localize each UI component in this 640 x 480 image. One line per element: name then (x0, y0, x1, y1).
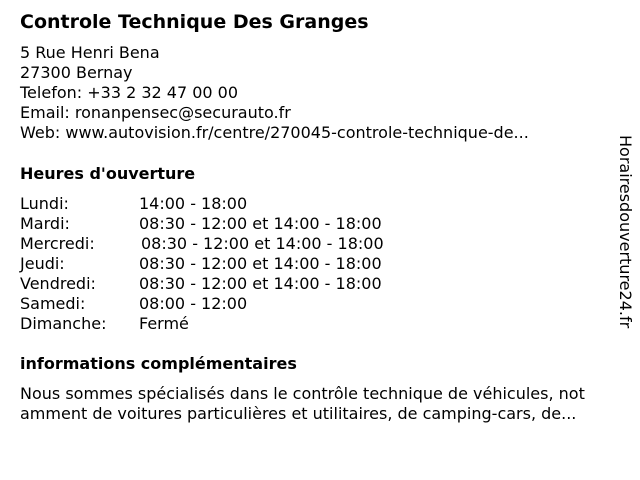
address-street: 5 Rue Henri Bena (20, 43, 160, 62)
time-value: 08:00 - 12:00 (139, 294, 248, 313)
description-line: Nous sommes spécialisés dans le contrôle technique de véhicules, not (20, 384, 585, 403)
day-label: Lundi: (20, 194, 69, 213)
time-value: 14:00 - 18:00 (139, 194, 248, 213)
watermark-text: Horairesdouverture24.fr (616, 135, 635, 329)
description-line: amment de voitures particulières et utilitaires, de camping-cars, de... (20, 404, 577, 423)
time-value: 08:30 - 12:00 et 14:00 - 18:00 (139, 274, 382, 293)
phone-number: Telefon: +33 2 32 47 00 00 (20, 83, 239, 102)
time-value: 08:30 - 12:00 et 14:00 - 18:00 (139, 254, 382, 273)
contact-block (20, 43, 529, 143)
day-label: Jeudi: (20, 254, 65, 273)
business-name: Controle Technique Des Granges (20, 11, 369, 33)
additional-info-heading: informations complémentaires (20, 354, 297, 373)
opening-hours-heading: Heures d'ouverture (20, 164, 196, 183)
day-label: Mercredi: (20, 234, 95, 253)
day-label: Vendredi: (20, 274, 96, 293)
day-label: Mardi: (20, 214, 70, 233)
website-url: Web: www.autovision.fr/centre/270045-controle-technique-de... (20, 123, 529, 142)
address-city: 27300 Bernay (20, 63, 133, 82)
time-value: Fermé (139, 314, 189, 333)
day-label: Dimanche: (20, 314, 107, 333)
day-label: Samedi: (20, 294, 86, 313)
time-value: 08:30 - 12:00 et 14:00 - 18:00 (139, 214, 382, 233)
email-address: Email: ronanpensec@securauto.fr (20, 103, 291, 122)
site-watermark (612, 135, 638, 347)
time-value: 08:30 - 12:00 et 14:00 - 18:00 (141, 234, 384, 253)
business-description (20, 384, 632, 424)
